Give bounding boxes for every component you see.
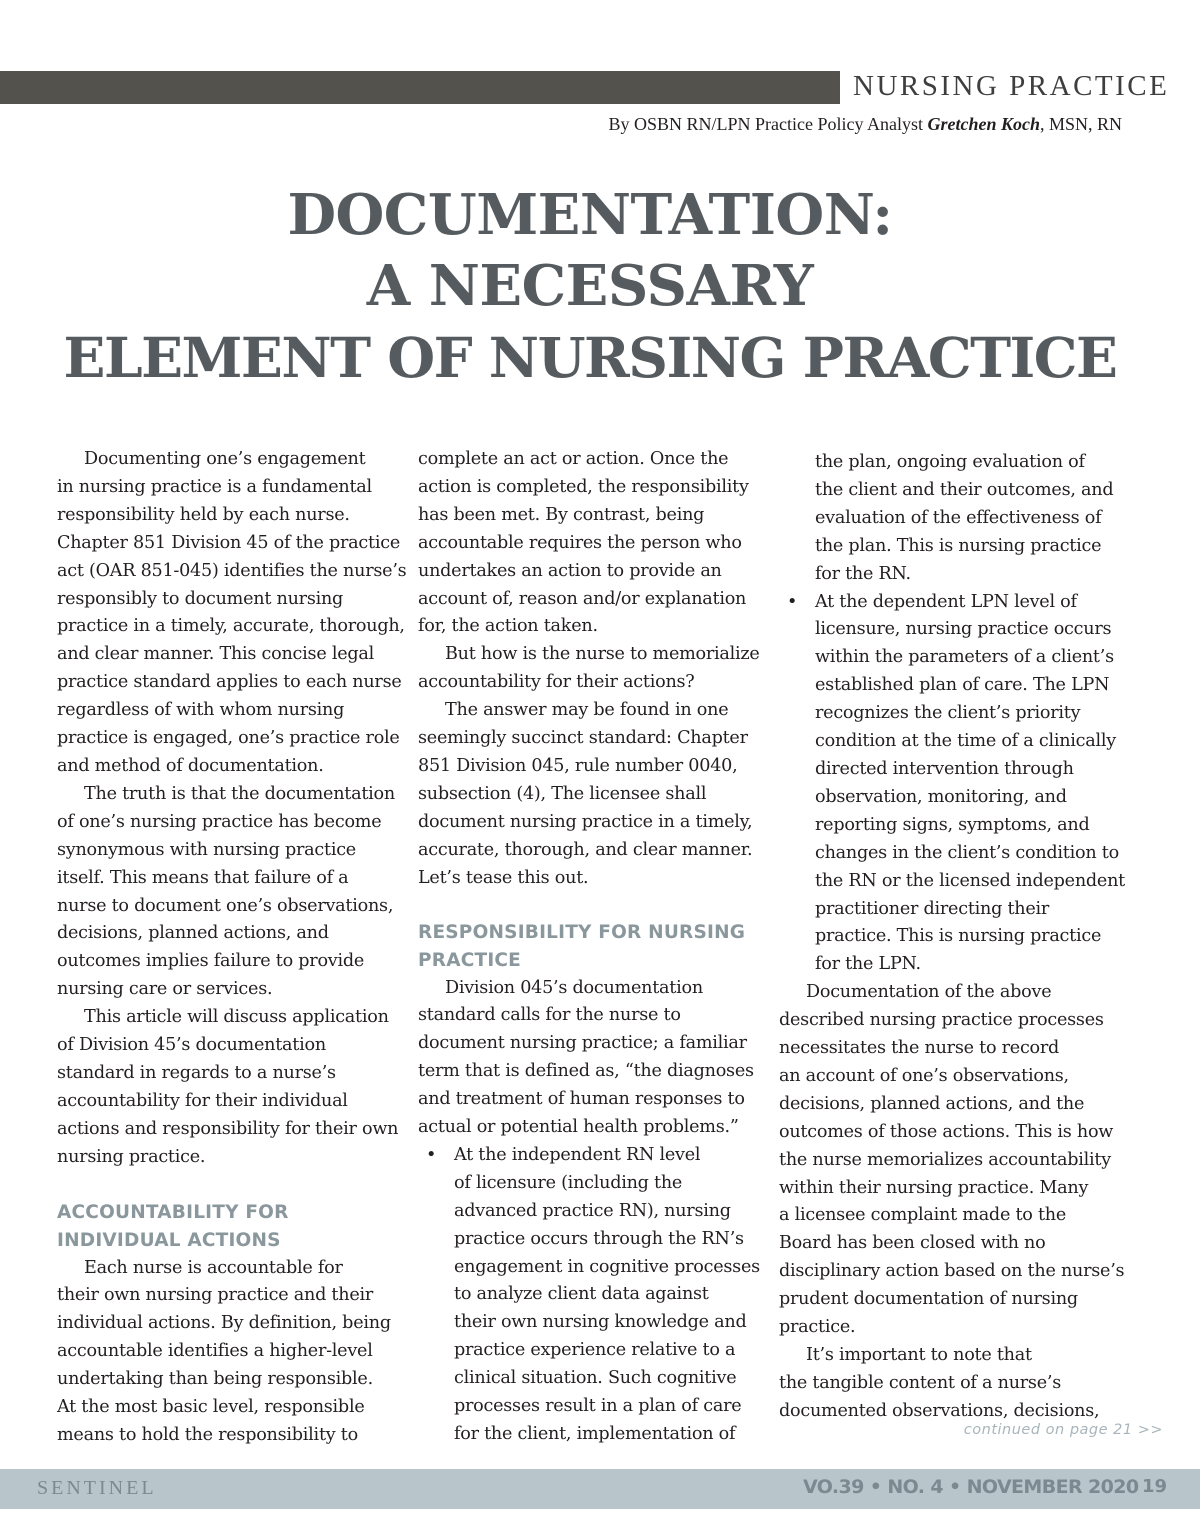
header-bar: [0, 71, 840, 104]
bullet-text: At the dependent LPN level of licensure, nursing practice occurs within the parameters of a client’s established plan of care. The LPN recognizes the client’s priority condition at the time of a clinically directed intervention through observation, monitoring, and reporting signs, symptoms, and changes in the client’s condition to the RN or the licensed independent practitioner directing their practice. This is nursing practice for the LPN.: [815, 591, 1126, 975]
bullet-item: [418, 1142, 768, 1449]
byline-author: Gretchen Koch: [927, 114, 1040, 134]
paragraph: Division 045’s documentation standard calls for the nurse to document nursing practice; a familiar term that is defined as, “the diagnoses and treatment of human responses to actual or potential health problems.”: [418, 977, 754, 1138]
paragraph: This article will discuss application of Division 45’s documentation standard in regards to a nurse’s accountability for their individual actions and responsibility for their own nursing practice.: [57, 1007, 399, 1167]
paragraph: The truth is that the documentation of one’s nursing practice has become synonymous with nursing practice itself. This means that failure of a nurse to document one’s observations, decisions, planned actions, and outcomes implies failure to provide nursing care or services.: [57, 783, 395, 1000]
article-title: [40, 180, 1140, 393]
bullet-continuation: the plan, ongoing evaluation of the client and their outcomes, and evaluation of the effectiveness of the plan. This is nursing practice for the RN.: [815, 452, 1114, 584]
byline-suffix: , MSN, RN: [1039, 114, 1122, 134]
title-line-1: DOCUMENTATION:: [287, 182, 893, 248]
paragraph: Documentation of the above described nursing practice processes necessitates the nurse to record an account of one’s observations, decisions, planned actions, and the outcomes of those actions. This is how the nurse memorializes accountability within their nursing practice. Many a licensee complaint made to the Board has been closed with no disciplinary action based on the nurse’s prudent documentation of nursing practice.: [779, 982, 1125, 1338]
paragraph: The answer may be found in one seemingly succinct standard: Chapter 851 Division 045, rule number 0040, subsection (4), The licensee shall document nursing practice in a timely, accurate, thorough, and clear manner. Let’s tease this out.: [418, 700, 753, 888]
column-3: [779, 449, 1139, 1426]
section-heading-responsibility: RESPONSIBILITY FOR NURSING PRACTICE: [418, 921, 746, 971]
bullet-text: At the independent RN level of licensure (including the advanced practice RN), nursing practice occurs through the RN’s engagement in cognitive processes to analyze client data against their own nursing knowledge and practice experience relative to a clinical situation. Such cognitive processes result in a plan of care for the client, implementation of: [454, 1144, 760, 1444]
page-number: 19: [1142, 1476, 1168, 1497]
byline-prefix: By OSBN RN/LPN Practice Policy Analyst: [608, 114, 928, 134]
column-1: [57, 446, 407, 1450]
title-line-3: ELEMENT OF NURSING PRACTICE: [63, 325, 1117, 390]
footer-bar: [0, 1469, 1200, 1509]
publication-name: SENTINEL: [37, 1477, 157, 1499]
byline: [608, 114, 1122, 135]
paragraph: But how is the nurse to memorialize accountability for their actions?: [418, 644, 760, 693]
paragraph: complete an act or action. Once the action is completed, the responsibility has been met. By contrast, being accountable requires the person who undertakes an action to provide an account of, reason and/or explanation for, the action taken.: [418, 449, 749, 637]
paragraph: Each nurse is accountable for their own nursing practice and their individual actions. By definition, being accountable identifies a higher-level undertaking than being responsible. At the most basic level, responsible means to hold the responsibility to: [57, 1257, 391, 1445]
paragraph: It’s important to note that the tangible content of a nurse’s documented observations, decisions,: [779, 1345, 1100, 1421]
issue-info: VO.39 • NO. 4 • NOVEMBER 2020: [803, 1476, 1139, 1498]
bullet-icon: •: [426, 1144, 437, 1165]
continued-note: continued on page 21 >>: [963, 1422, 1163, 1438]
section-heading-accountability: ACCOUNTABILITY FOR INDIVIDUAL ACTIONS: [57, 1201, 289, 1251]
column-2: [418, 446, 768, 1449]
section-label: NURSING PRACTICE: [853, 70, 1170, 102]
bullet-item: [779, 589, 1139, 980]
title-line-2: A NECESSARY: [366, 253, 814, 319]
paragraph: Documenting one’s engagement in nursing practice is a fundamental responsibility held by each nurse. Chapter 851 Division 45 of the practice act (OAR 851-045) identifies the nurse’s responsibly to document nursing practice in a timely, accurate, thorough, and clear manner. This concise legal practice standard applies to each nurse regardless of with whom nursing practice is engaged, one’s practice role and method of documentation.: [57, 449, 407, 776]
bullet-icon: •: [787, 591, 798, 612]
